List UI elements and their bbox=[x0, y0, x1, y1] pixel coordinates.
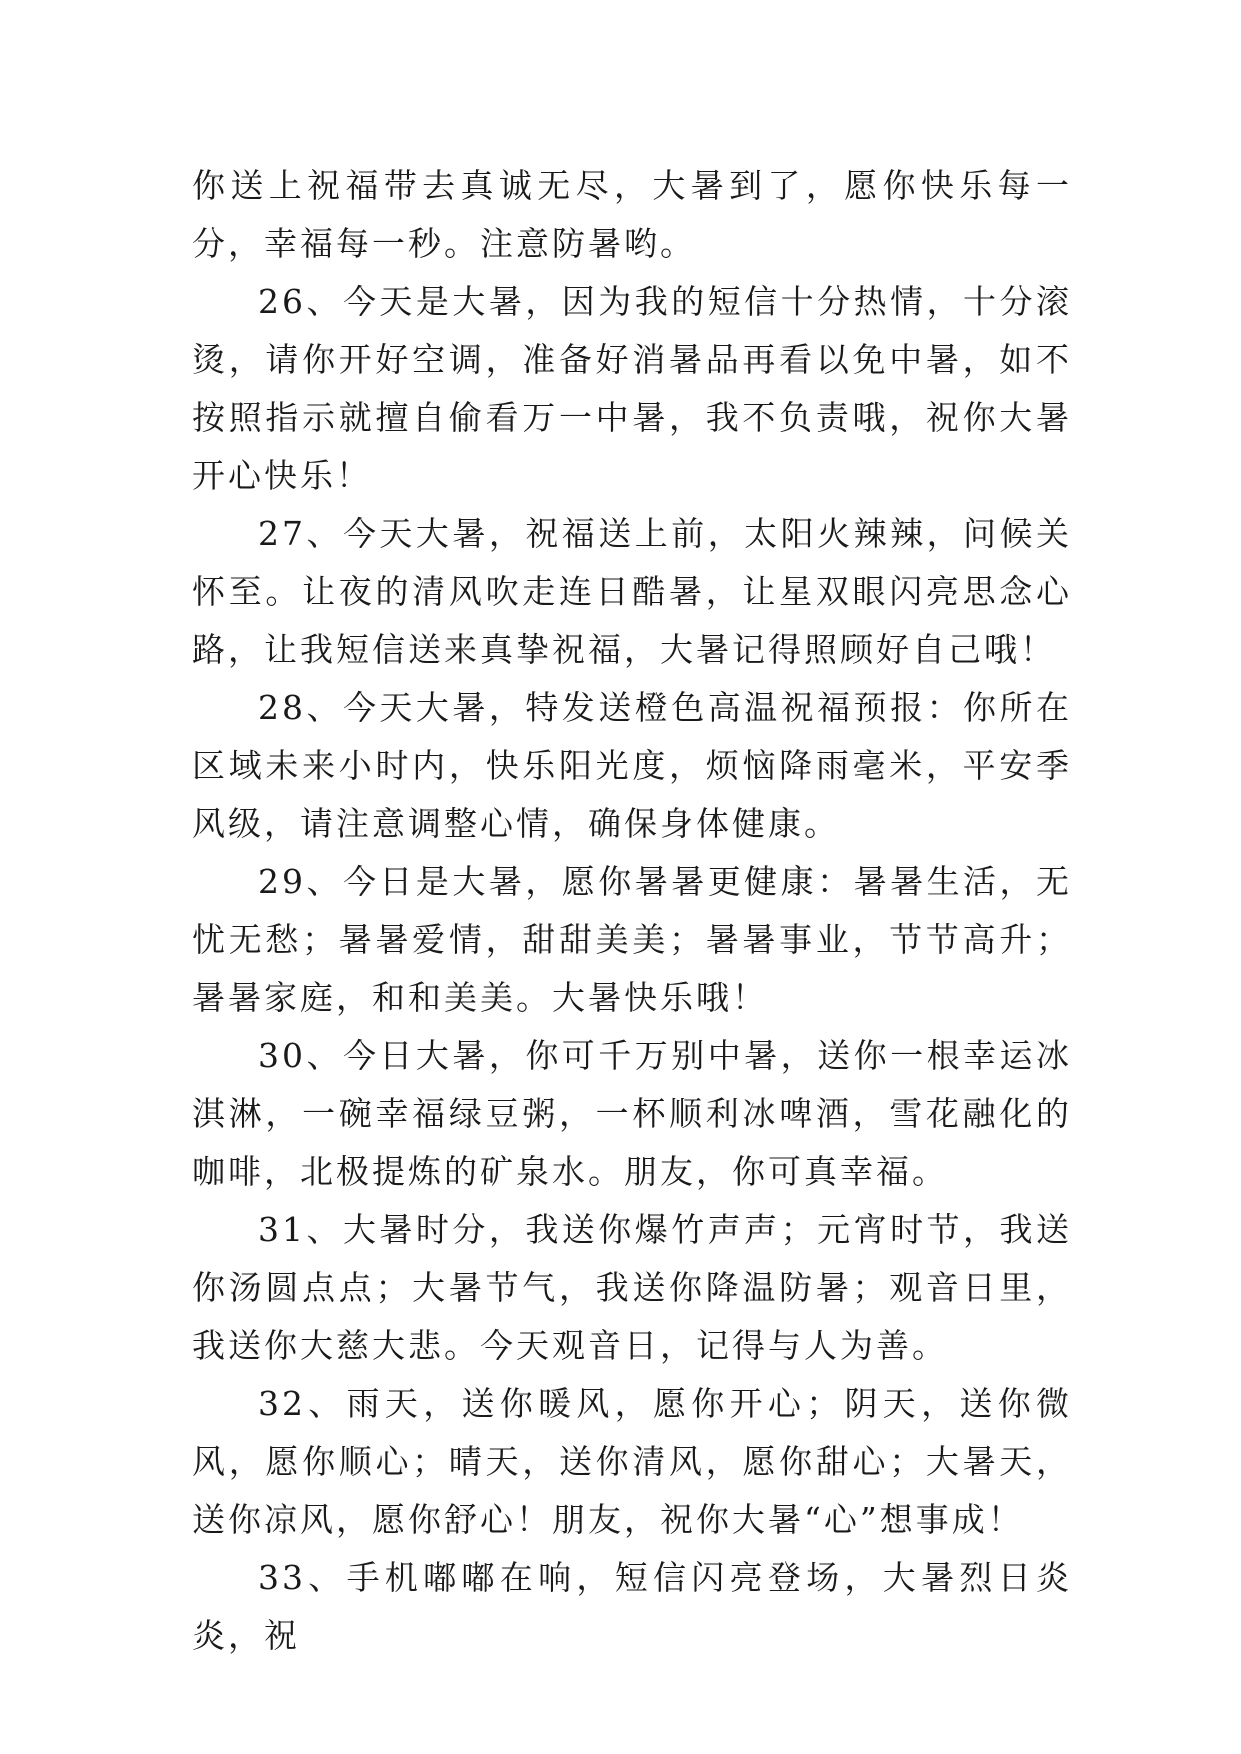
document-body bbox=[192, 157, 1072, 1665]
paragraph-29: 29、今日是大暑，愿你暑暑更健康：暑暑生活，无忧无愁；暑暑爱情，甜甜美美；暑暑事业，节节高升；暑暑家庭，和和美美。大暑快乐哦！ bbox=[192, 862, 1072, 1017]
paragraph-27: 27、今天大暑，祝福送上前，太阳火辣辣，问候关怀至。让夜的清风吹走连日酷暑，让星双眼闪亮思念心路，让我短信送来真挚祝福，大暑记得照顾好自己哦！ bbox=[192, 514, 1072, 669]
paragraph-continuation: 你送上祝福带去真诚无尽，大暑到了，愿你快乐每一分，幸福每一秒。注意防暑哟。 bbox=[192, 166, 1072, 263]
paragraph-26: 26、今天是大暑，因为我的短信十分热情，十分滚烫，请你开好空调，准备好消暑品再看以免中暑，如不按照指示就擅自偷看万一中暑，我不负责哦，祝你大暑开心快乐！ bbox=[192, 282, 1072, 495]
paragraph-33: 33、手机嘟嘟在响，短信闪亮登场，大暑烈日炎炎，祝 bbox=[192, 1558, 1072, 1655]
paragraph-28: 28、今天大暑，特发送橙色高温祝福预报：你所在区域未来小时内，快乐阳光度，烦恼降雨毫米，平安季风级，请注意调整心情，确保身体健康。 bbox=[192, 688, 1072, 843]
paragraph-31: 31、大暑时分，我送你爆竹声声；元宵时节，我送你汤圆点点；大暑节气，我送你降温防暑；观音日里，我送你大慈大悲。今天观音日，记得与人为善。 bbox=[192, 1210, 1072, 1365]
paragraph-30: 30、今日大暑，你可千万别中暑，送你一根幸运冰淇淋，一碗幸福绿豆粥，一杯顺利冰啤酒，雪花融化的咖啡，北极提炼的矿泉水。朋友，你可真幸福。 bbox=[192, 1036, 1072, 1191]
paragraph-32: 32、雨天，送你暖风，愿你开心；阴天，送你微风，愿你顺心；晴天，送你清风，愿你甜心；大暑天，送你凉风，愿你舒心！朋友，祝你大暑“心”想事成！ bbox=[192, 1384, 1072, 1539]
